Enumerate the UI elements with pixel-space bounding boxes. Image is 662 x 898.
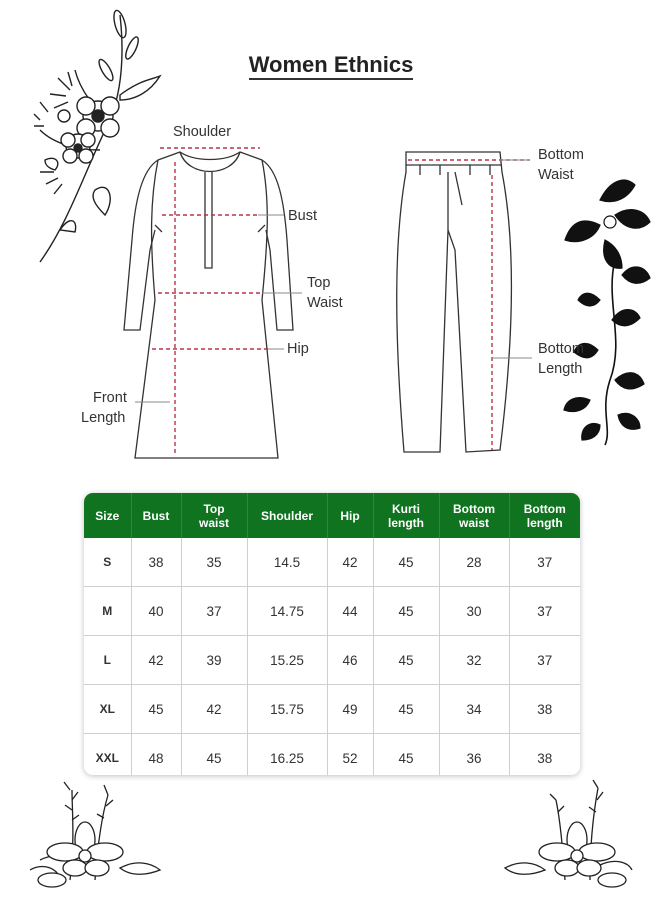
measurement-cell: 44 — [327, 587, 373, 636]
table-row — [84, 538, 580, 587]
measurement-cell: 37 — [509, 538, 580, 587]
size-table — [84, 493, 580, 775]
label-bottom-length-line2: Length — [538, 361, 583, 377]
size-cell: L — [84, 636, 131, 685]
measurement-cell: 16.25 — [247, 734, 327, 776]
measurement-cell: 34 — [439, 685, 509, 734]
label-front-length-line1: Front — [93, 390, 127, 406]
measurement-cell: 37 — [181, 587, 247, 636]
measurement-cell: 45 — [373, 734, 439, 776]
measurement-cell: 38 — [537, 750, 553, 766]
column-header-text: length — [526, 515, 563, 530]
measurement-cell: 46 — [327, 636, 373, 685]
table-row — [84, 587, 580, 636]
floral-decoration-right — [564, 180, 650, 440]
measurement-cell: 45 — [131, 685, 181, 734]
measurement-cell: 40 — [131, 587, 181, 636]
size-chart-table — [84, 493, 580, 775]
measurement-cell: 39 — [181, 636, 247, 685]
label-bottom-waist-line1: Bottom — [538, 147, 584, 163]
measurement-cell: 14.75 — [247, 587, 327, 636]
pant-drawing — [397, 152, 512, 452]
measurement-cell: 30 — [439, 587, 509, 636]
measurement-cell: 42 — [181, 685, 247, 734]
column-header-text: Size — [95, 508, 120, 523]
flower-icon — [38, 822, 123, 887]
measurement-cell: 52 — [327, 734, 373, 776]
table-row — [84, 636, 580, 685]
column-header-text: Bottom — [523, 501, 566, 516]
measurement-cell: 42 — [327, 538, 373, 587]
column-header-text: Bottom — [453, 501, 495, 516]
measurement-cell: 49 — [327, 685, 373, 734]
kurti-drawing — [124, 152, 293, 458]
measurement-cell: 36 — [439, 734, 509, 776]
size-cell: XXL — [84, 734, 131, 776]
column-header — [181, 493, 247, 538]
measurement-cell: 45 — [373, 636, 439, 685]
measurement-cell: 48 — [131, 734, 181, 776]
label-top-waist-line2: Waist — [307, 295, 343, 311]
label-hip: Hip — [287, 341, 309, 357]
column-header — [84, 493, 131, 538]
measurement-cell: 42 — [131, 636, 181, 685]
table-header-row — [84, 493, 580, 538]
table-row — [84, 734, 580, 776]
measurement-cell: 45 — [373, 587, 439, 636]
column-header — [439, 493, 509, 538]
label-shoulder: Shoulder — [173, 124, 232, 140]
measurement-cell: 15.25 — [247, 636, 327, 685]
label-bottom-waist-line2: Waist — [538, 167, 574, 183]
label-front-length-line2: Length — [81, 410, 126, 426]
measurement-cell: 45 — [373, 538, 439, 587]
measurement-cell: 38 — [509, 685, 580, 734]
size-cell: XL — [84, 685, 131, 734]
column-header-text: Shoulder — [260, 508, 313, 523]
measurement-cell: 38 — [131, 538, 181, 587]
measurement-cell: 37 — [509, 587, 580, 636]
measurement-cell: 32 — [439, 636, 509, 685]
column-header-text: length — [388, 515, 424, 530]
column-header-text: Bust — [142, 508, 170, 523]
measurement-cell: 37 — [509, 636, 580, 685]
measurement-cell: 15.75 — [247, 685, 327, 734]
measurement-cell: 35 — [181, 538, 247, 587]
column-header — [131, 493, 181, 538]
label-top-waist-line1: Top — [307, 275, 331, 291]
size-cell: S — [84, 538, 131, 587]
column-header-text: waist — [458, 515, 489, 530]
measurement-cell: 45 — [181, 734, 247, 776]
column-header — [373, 493, 439, 538]
label-bottom-length-line1: Bottom — [538, 341, 584, 357]
table-row — [84, 685, 580, 734]
column-header — [327, 493, 373, 538]
table-body — [84, 538, 580, 775]
column-header — [247, 493, 327, 538]
column-header-text: waist — [198, 515, 229, 530]
flower-icon — [539, 822, 626, 887]
column-header-text: Hip — [340, 508, 360, 523]
column-header-text: Kurti — [392, 501, 420, 516]
column-header-text: Top — [203, 501, 225, 516]
label-bust: Bust — [288, 208, 318, 224]
column-header — [509, 493, 580, 538]
size-cell: M — [84, 587, 131, 636]
floral-decoration-top-left — [34, 9, 160, 262]
measurement-cell: 28 — [439, 538, 509, 587]
page-title: Women Ethnics — [0, 52, 662, 78]
measurement-cell: 45 — [373, 685, 439, 734]
measurement-cell: 14.5 — [247, 538, 327, 587]
flower-icon — [58, 97, 119, 163]
